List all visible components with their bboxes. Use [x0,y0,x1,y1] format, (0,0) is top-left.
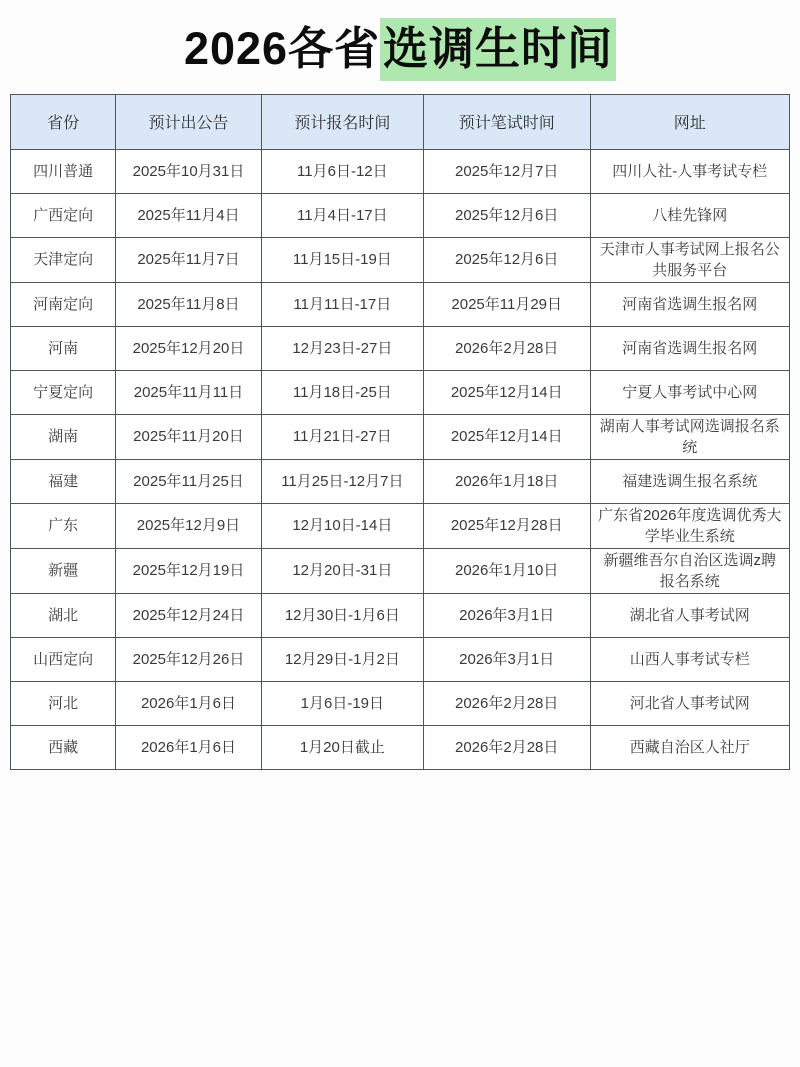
table-row [11,725,790,769]
table-row [11,149,790,193]
table-row [11,370,790,414]
cell-website: 广东省2026年度选调优秀大学毕业生系统 [590,503,789,548]
cell-exam: 2026年2月28日 [423,326,590,370]
cell-website: 河南省选调生报名网 [590,282,789,326]
cell-exam: 2025年12月6日 [423,193,590,237]
cell-province: 湖北 [11,593,116,637]
cell-website: 宁夏人事考试中心网 [590,370,789,414]
cell-exam: 2026年3月1日 [423,593,590,637]
cell-registration: 11月4日-17日 [261,193,423,237]
cell-registration: 12月20日-31日 [261,548,423,593]
cell-registration: 11月18日-25日 [261,370,423,414]
cell-registration: 12月29日-1月2日 [261,637,423,681]
cell-website: 河南省选调生报名网 [590,326,789,370]
column-header-exam: 预计笔试时间 [423,94,590,149]
cell-exam: 2025年11月29日 [423,282,590,326]
cell-province: 河北 [11,681,116,725]
cell-announcement: 2025年12月26日 [116,637,262,681]
cell-announcement: 2025年11月20日 [116,414,262,459]
cell-province: 宁夏定向 [11,370,116,414]
table-row [11,548,790,593]
column-header-website: 网址 [590,94,789,149]
column-header-province: 省份 [11,94,116,149]
cell-announcement: 2025年11月8日 [116,282,262,326]
cell-announcement: 2025年10月31日 [116,149,262,193]
table-row [11,193,790,237]
table-row [11,503,790,548]
table-row [11,681,790,725]
table-row [11,414,790,459]
cell-website: 山西人事考试专栏 [590,637,789,681]
cell-province: 广西定向 [11,193,116,237]
cell-province: 河南定向 [11,282,116,326]
cell-registration: 1月6日-19日 [261,681,423,725]
cell-province: 天津定向 [11,237,116,282]
cell-province: 湖南 [11,414,116,459]
cell-announcement: 2026年1月6日 [116,725,262,769]
cell-website: 新疆维吾尔自治区选调z聘报名系统 [590,548,789,593]
cell-announcement: 2026年1月6日 [116,681,262,725]
cell-website: 河北省人事考试网 [590,681,789,725]
table-row [11,237,790,282]
cell-registration: 12月30日-1月6日 [261,593,423,637]
cell-registration: 11月21日-27日 [261,414,423,459]
cell-announcement: 2025年12月20日 [116,326,262,370]
cell-registration: 11月6日-12日 [261,149,423,193]
cell-registration: 11月25日-12月7日 [261,459,423,503]
cell-province: 福建 [11,459,116,503]
cell-website: 福建选调生报名系统 [590,459,789,503]
cell-exam: 2025年12月6日 [423,237,590,282]
table-body [11,149,790,769]
table-row [11,326,790,370]
title-highlight: 选调生时间 [380,18,616,81]
cell-announcement: 2025年11月25日 [116,459,262,503]
cell-province: 四川普通 [11,149,116,193]
cell-exam: 2026年1月18日 [423,459,590,503]
cell-exam: 2025年12月28日 [423,503,590,548]
schedule-table [10,94,790,770]
cell-exam: 2025年12月14日 [423,414,590,459]
cell-province: 新疆 [11,548,116,593]
table-row [11,637,790,681]
cell-province: 河南 [11,326,116,370]
page-title [0,0,800,79]
cell-exam: 2026年1月10日 [423,548,590,593]
cell-registration: 12月23日-27日 [261,326,423,370]
cell-registration: 12月10日-14日 [261,503,423,548]
cell-registration: 11月11日-17日 [261,282,423,326]
cell-website: 湖北省人事考试网 [590,593,789,637]
cell-website: 八桂先锋网 [590,193,789,237]
column-header-registration: 预计报名时间 [261,94,423,149]
cell-province: 广东 [11,503,116,548]
cell-announcement: 2025年12月24日 [116,593,262,637]
cell-announcement: 2025年11月7日 [116,237,262,282]
header-row [11,94,790,149]
table-row [11,459,790,503]
cell-website: 天津市人事考试网上报名公共服务平台 [590,237,789,282]
cell-exam: 2026年2月28日 [423,725,590,769]
cell-exam: 2025年12月14日 [423,370,590,414]
cell-province: 山西定向 [11,637,116,681]
cell-announcement: 2025年11月11日 [116,370,262,414]
title-prefix: 2026各省 [183,23,381,74]
cell-exam: 2026年2月28日 [423,681,590,725]
cell-announcement: 2025年11月4日 [116,193,262,237]
cell-website: 西藏自治区人社厅 [590,725,789,769]
cell-registration: 1月20日截止 [261,725,423,769]
column-header-announcement: 预计出公告 [116,94,262,149]
cell-exam: 2025年12月7日 [423,149,590,193]
table-row [11,593,790,637]
cell-exam: 2026年3月1日 [423,637,590,681]
table-row [11,282,790,326]
cell-province: 西藏 [11,725,116,769]
cell-announcement: 2025年12月19日 [116,548,262,593]
cell-website: 四川人社-人事考试专栏 [590,149,789,193]
cell-website: 湖南人事考试网选调报名系统 [590,414,789,459]
cell-registration: 11月15日-19日 [261,237,423,282]
cell-announcement: 2025年12月9日 [116,503,262,548]
